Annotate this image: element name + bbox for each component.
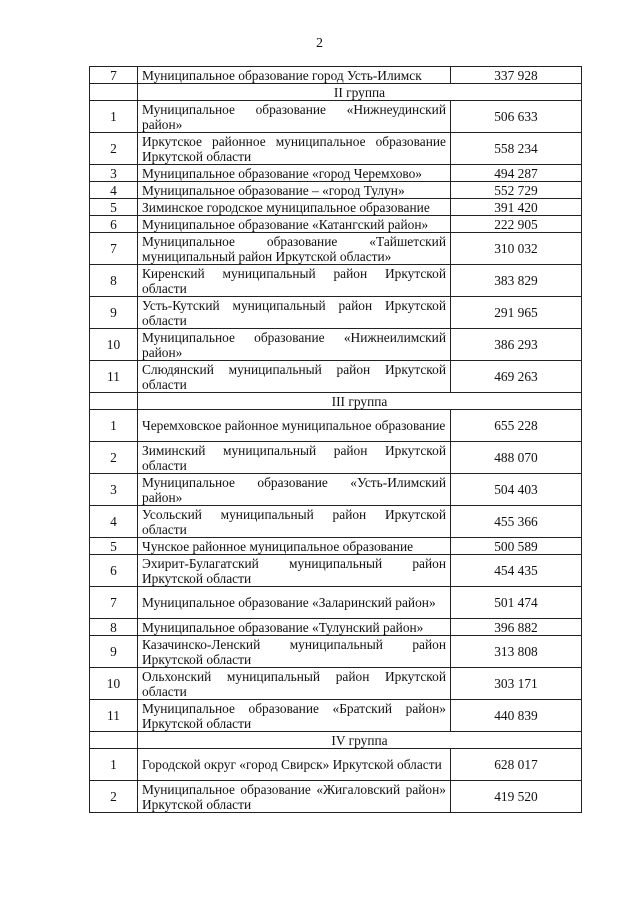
row-number: 8 — [90, 265, 138, 297]
municipality-name: Муниципальное образование «Усть-Илимский район» — [138, 474, 451, 506]
table-row — [90, 668, 582, 700]
table-row — [90, 297, 582, 329]
amount-value: 628 017 — [451, 749, 582, 781]
amount-value: 506 633 — [451, 101, 582, 133]
table-row — [90, 506, 582, 538]
municipality-name: Муниципальное образование «Нижнеилимский район» — [138, 329, 451, 361]
amount-value: 383 829 — [451, 265, 582, 297]
municipality-name: Муниципальное образование «Тайшетский муниципальный район Иркутской области» — [138, 233, 451, 265]
amount-value: 655 228 — [451, 410, 582, 442]
table-row — [90, 101, 582, 133]
municipality-name: Зиминское городское муниципальное образование — [138, 199, 451, 216]
row-number: 1 — [90, 749, 138, 781]
table-row — [90, 361, 582, 393]
table-row — [90, 216, 582, 233]
amount-value: 386 293 — [451, 329, 582, 361]
row-number: 4 — [90, 182, 138, 199]
table-row — [90, 587, 582, 619]
amount-value: 313 808 — [451, 636, 582, 668]
amount-value: 494 287 — [451, 165, 582, 182]
row-number: 11 — [90, 700, 138, 732]
table-row — [90, 199, 582, 216]
group-header-row — [90, 393, 582, 410]
table-row — [90, 133, 582, 165]
municipality-name: Усольский муниципальный район Иркутской области — [138, 506, 451, 538]
row-number: 4 — [90, 506, 138, 538]
table-row — [90, 410, 582, 442]
row-number: 7 — [90, 233, 138, 265]
municipality-name: Муниципальное образование «город Черемхово» — [138, 165, 451, 182]
municipality-name: Зиминский муниципальный район Иркутской области — [138, 442, 451, 474]
amount-value: 469 263 — [451, 361, 582, 393]
municipality-name: Киренский муниципальный район Иркутской области — [138, 265, 451, 297]
amount-value: 504 403 — [451, 474, 582, 506]
row-number: 1 — [90, 101, 138, 133]
row-number: 6 — [90, 555, 138, 587]
municipality-name: Муниципальное образование – «город Тулун» — [138, 182, 451, 199]
municipality-name: Муниципальное образование «Братский район» Иркутской области — [138, 700, 451, 732]
group-header-row — [90, 732, 582, 749]
municipality-name: Муниципальное образование «Тулунский район» — [138, 619, 451, 636]
row-number: 7 — [90, 587, 138, 619]
amount-value: 419 520 — [451, 781, 582, 813]
municipality-name: Городской округ «город Свирск» Иркутской области — [138, 749, 451, 781]
amount-value: 455 366 — [451, 506, 582, 538]
row-number: 2 — [90, 133, 138, 165]
amount-value: 558 234 — [451, 133, 582, 165]
amount-value: 391 420 — [451, 199, 582, 216]
amount-value: 501 474 — [451, 587, 582, 619]
table-row — [90, 781, 582, 813]
municipality-name: Иркутское районное муниципальное образование Иркутской области — [138, 133, 451, 165]
group-header-row — [90, 84, 582, 101]
row-number: 7 — [90, 67, 138, 84]
allocation-table — [89, 66, 582, 813]
amount-value: 396 882 — [451, 619, 582, 636]
row-number: 5 — [90, 538, 138, 555]
table-row — [90, 329, 582, 361]
group-number-cell — [90, 732, 138, 749]
amount-value: 222 905 — [451, 216, 582, 233]
table-row — [90, 165, 582, 182]
table-row — [90, 265, 582, 297]
row-number: 5 — [90, 199, 138, 216]
amount-value: 488 070 — [451, 442, 582, 474]
municipality-name: Муниципальное образование «Катангский район» — [138, 216, 451, 233]
municipality-name: Ольхонский муниципальный район Иркутской области — [138, 668, 451, 700]
municipality-name: Усть-Кутский муниципальный район Иркутской области — [138, 297, 451, 329]
table-row — [90, 700, 582, 732]
table-row — [90, 233, 582, 265]
municipality-name: Чунское районное муниципальное образование — [138, 538, 451, 555]
row-number: 8 — [90, 619, 138, 636]
table-body — [90, 67, 582, 813]
row-number: 10 — [90, 329, 138, 361]
row-number: 1 — [90, 410, 138, 442]
row-number: 3 — [90, 474, 138, 506]
row-number: 9 — [90, 636, 138, 668]
amount-value: 337 928 — [451, 67, 582, 84]
table-row — [90, 619, 582, 636]
table-row — [90, 67, 582, 84]
group-title: III группа — [138, 393, 582, 410]
row-number: 6 — [90, 216, 138, 233]
table-row — [90, 442, 582, 474]
amount-value: 552 729 — [451, 182, 582, 199]
municipality-name: Муниципальное образование «Заларинский район» — [138, 587, 451, 619]
amount-value: 454 435 — [451, 555, 582, 587]
row-number: 3 — [90, 165, 138, 182]
municipality-name: Муниципальное образование «Нижнеудинский район» — [138, 101, 451, 133]
amount-value: 303 171 — [451, 668, 582, 700]
row-number: 11 — [90, 361, 138, 393]
municipality-name: Муниципальное образование «Жигаловский район» Иркутской области — [138, 781, 451, 813]
table-row — [90, 474, 582, 506]
page-number: 2 — [316, 36, 323, 51]
table-row — [90, 749, 582, 781]
row-number: 2 — [90, 442, 138, 474]
municipality-name: Казачинско-Ленский муниципальный район Иркутской области — [138, 636, 451, 668]
amount-value: 310 032 — [451, 233, 582, 265]
group-number-cell — [90, 393, 138, 410]
municipality-name: Эхирит-Булагатский муниципальный район Иркутской области — [138, 555, 451, 587]
amount-value: 291 965 — [451, 297, 582, 329]
row-number: 9 — [90, 297, 138, 329]
group-title: II группа — [138, 84, 582, 101]
table-row — [90, 538, 582, 555]
municipality-name: Черемховское районное муниципальное образование — [138, 410, 451, 442]
table-row — [90, 182, 582, 199]
amount-value: 440 839 — [451, 700, 582, 732]
row-number: 10 — [90, 668, 138, 700]
group-title: IV группа — [138, 732, 582, 749]
amount-value: 500 589 — [451, 538, 582, 555]
table-row — [90, 555, 582, 587]
municipality-name: Слюдянский муниципальный район Иркутской области — [138, 361, 451, 393]
row-number: 2 — [90, 781, 138, 813]
table-row — [90, 636, 582, 668]
municipality-name: Муниципальное образование город Усть-Илимск — [138, 67, 451, 84]
group-number-cell — [90, 84, 138, 101]
